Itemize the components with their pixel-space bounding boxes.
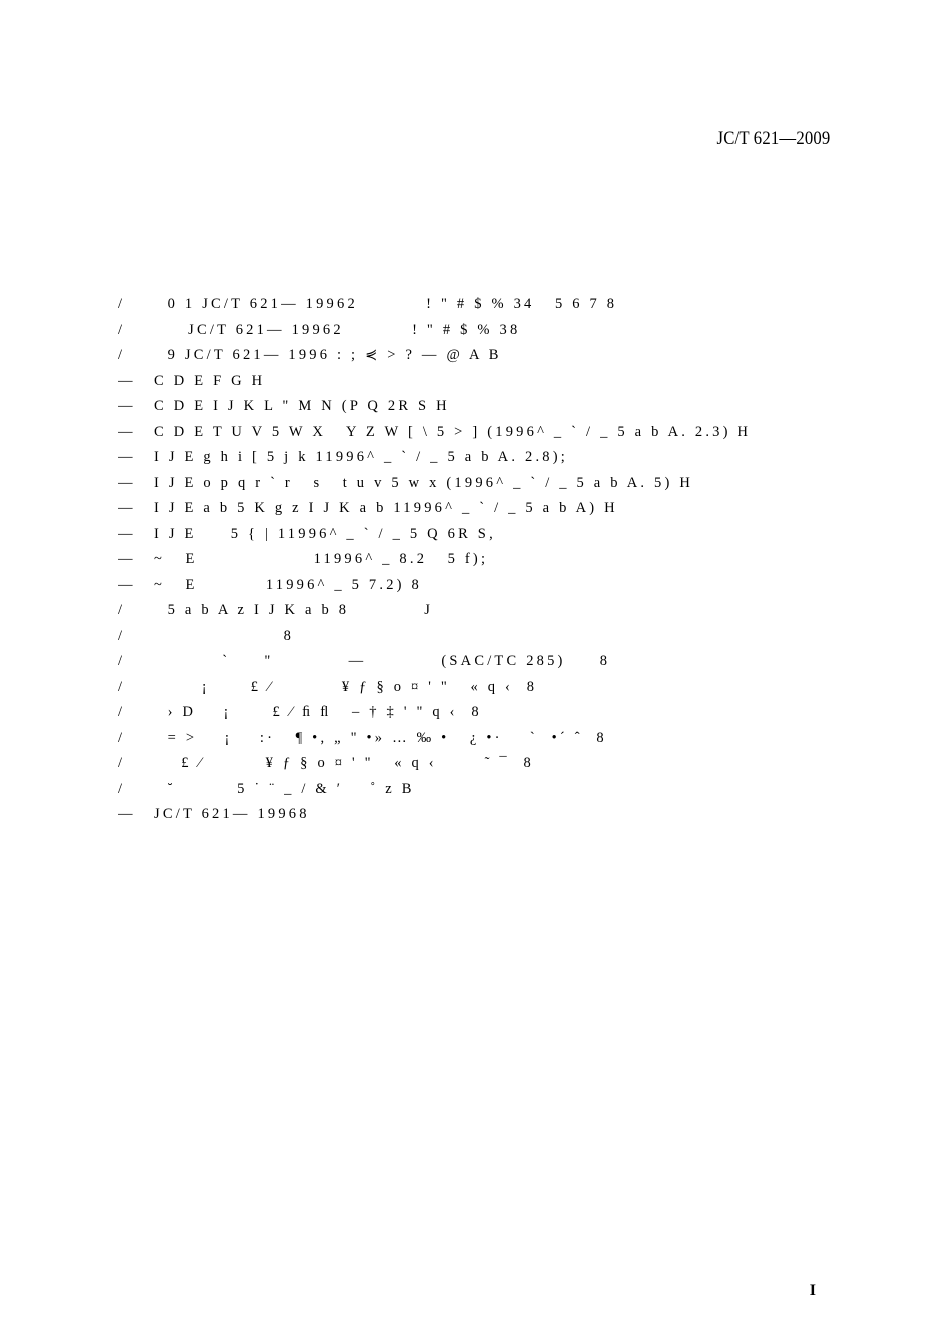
foreword-line — [118, 726, 838, 752]
line-text: › D ¡ £ ⁄ ﬁ ﬂ – † ‡ ' " q ‹ 8 — [154, 704, 482, 720]
line-bullet: / — [118, 755, 126, 771]
line-text: = > ¡ :· ¶ •, „ " •» … ‰ • ¿ •· ` •´ ˆ 8 — [154, 729, 607, 746]
foreword-line — [118, 751, 838, 777]
foreword-line — [118, 649, 838, 675]
line-text: ˘ 5 ˙ ¨ _ / & ′ ˚ z B — [154, 780, 415, 797]
line-bullet: / — [118, 729, 126, 746]
line-text: 8 — [154, 627, 295, 644]
foreword-line — [118, 624, 838, 650]
line-bullet: / — [118, 780, 126, 797]
line-bullet: — — [118, 372, 136, 389]
line-bullet: — — [118, 500, 136, 516]
line-bullet: / — [118, 296, 126, 312]
foreword-line — [118, 445, 838, 471]
line-text: 0 1 JC/T 621— 19962 ! " # $ % 34 5 6 7 8 — [154, 296, 618, 312]
line-text: £ ⁄ ¥ ƒ § ο ¤ ' " « q ‹ ˜ ¯ 8 — [154, 755, 534, 771]
foreword-line — [118, 522, 838, 548]
foreword-line — [118, 777, 838, 803]
foreword-line — [118, 675, 838, 701]
foreword-line — [118, 802, 838, 828]
foreword-line — [118, 700, 838, 726]
line-text: C D E T U V 5 W X Y Z W [ \ 5 > ] (1996^ _ ` / _ 5 a b A. 2.3) H — [154, 423, 752, 440]
line-bullet: / — [118, 347, 126, 363]
foreword-line — [118, 547, 838, 573]
line-text: 5 a b A z I J K a b 8 J — [154, 602, 434, 618]
foreword-body — [118, 292, 838, 828]
line-bullet: / — [118, 653, 126, 669]
foreword-line — [118, 394, 838, 420]
line-text: I J E 5 { | 11996^ _ ` / _ 5 Q 6R S, — [154, 525, 496, 542]
foreword-line — [118, 318, 838, 344]
line-text: I J E o p q r ` r s t u v 5 w x (1996^ _ ` / _ 5 a b A. 5) H — [154, 474, 694, 491]
line-bullet: / — [118, 321, 126, 338]
line-bullet: / — [118, 627, 126, 644]
line-bullet: — — [118, 398, 136, 414]
line-bullet: — — [118, 449, 136, 465]
foreword-line — [118, 343, 838, 369]
line-text: C D E I J K L " M N (P Q 2R S H — [154, 398, 450, 414]
line-text: JC/T 621— 19968 — [154, 806, 310, 822]
line-text: ~ E 11996^ _ 8.2 5 f); — [154, 551, 489, 567]
line-bullet: — — [118, 474, 136, 491]
standard-code-header: JC/T 621—2009 — [716, 128, 830, 149]
foreword-line — [118, 496, 838, 522]
page-number: I — [809, 1282, 816, 1299]
line-bullet: — — [118, 806, 136, 822]
line-bullet: — — [118, 551, 136, 567]
line-bullet: — — [118, 423, 136, 440]
line-text: JC/T 621— 19962 ! " # $ % 38 — [154, 321, 521, 338]
line-bullet: / — [118, 602, 126, 618]
foreword-line — [118, 573, 838, 599]
line-text: ¡ £ ⁄ ¥ ƒ § ο ¤ ' " « q ‹ 8 — [154, 678, 538, 695]
line-text: ` " — (SAC/TC 285) 8 — [154, 653, 611, 669]
line-text: I J E g h i [ 5 j k 11996^ _ ` / _ 5 a b A. 2.8); — [154, 449, 568, 465]
line-text: I J E a b 5 K g z I J K a b 11996^ _ ` / _ 5 a b A) H — [154, 500, 618, 516]
line-bullet: / — [118, 704, 126, 720]
foreword-line — [118, 369, 838, 395]
line-bullet: / — [118, 678, 126, 695]
foreword-line — [118, 598, 838, 624]
line-text: ~ E 11996^ _ 5 7.2) 8 — [154, 576, 422, 593]
line-bullet: — — [118, 525, 136, 542]
line-text: C D E F G H — [154, 372, 266, 389]
foreword-line — [118, 292, 838, 318]
foreword-line — [118, 420, 838, 446]
foreword-line — [118, 471, 838, 497]
line-text: 9 JC/T 621— 1996 : ; ⋞ > ? — @ A B — [154, 347, 502, 363]
line-bullet: — — [118, 576, 136, 593]
